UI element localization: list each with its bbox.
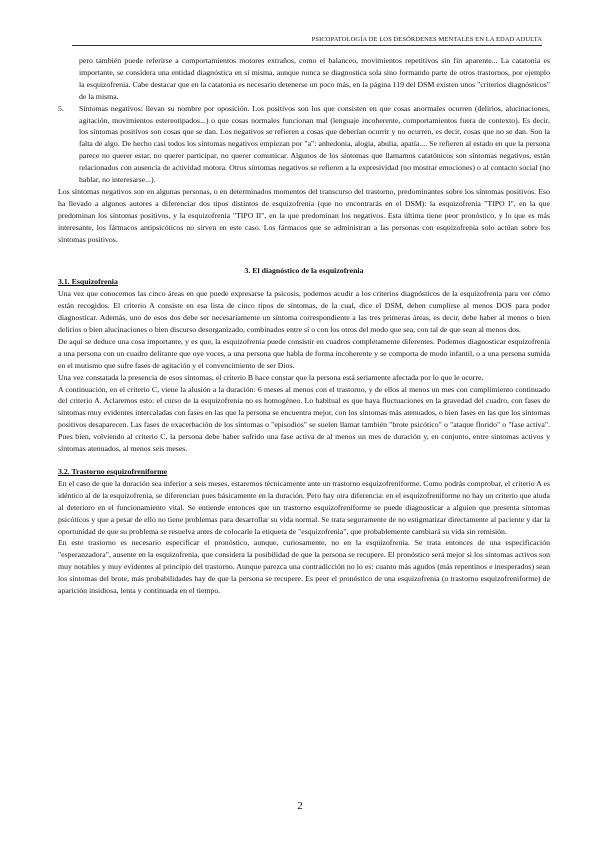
paragraph-criterion-a: Una vez que conocemos las cinco áreas en que puede expresarse la psicosis, podemos acudir a los criterios diagnósticos de la esquizofrenia para ver cómo están recogidos. El criterio A consiste en esa lista de cinco tipos de síntomas, de la cual, dice el DSM, deben cumplirse al menos DOS para poder diagnosticar. Además, uno de esos dos debe ser necesariamente un síntoma correspondiente a las tres primeras áreas, es decir, debe haber al menos o bien delirios o bien alucinaciones o bien discurso desorganizado, combinados entre sí o con los otros del modo que sea, con tal de que sean al menos dos.: [58, 289, 550, 335]
list-item-text: Síntomas negativos: llevan su nombre por oposición. Los positivos son los que consisten en que cosas anormales ocurren (delirios, alucinaciones, agitación, movimientos estereotipados...) o que cosas normales funcionan mal (lenguaje incoherente, comportamientos fuera de contexto). Es decir, los síntomas positivos son cosas que se dan. Los negativos se refieren a cosas que deberían ocurrir y no ocurren, es decir, cosas que no se dan. Son la falta de algo. De hecho casi todos los síntomas negativos empiezan por "a": anhedonia, alogia, abulia, apatía.... Se refieren al estado en que la persona parece no querer estar, no querer participar, no querer comunicar. Algunos de los síntomas que llamamos catatónicos son síntomas negativos, están relacionados con ausencia de actividad motora. Otros síntomas negativos se refieren a la expresividad (no mostrar emociones) o al contacto social (no hablar, no interesarse...).: [79, 103, 550, 185]
paragraph-negative-symptoms: Los síntomas negativos son en algunas personas, o en determinados momentos del transcurso del trastorno, predominantes sobre los síntomas positivos. Eso ha llevado a algunos autores a diferenciar dos tipos distintos de esquizofrenia (que no encontrarás en el DSM): la esquizofrenia "TIPO I", en la que predominan los síntomas positivos, y la esquizofrenia "TIPO II", en la que predominan los negativos. Esta última tiene peor pronóstico, y lo que es más interesante, los fármacos antipsicóticos no sirven en este caso. Los fármacos que se administran a las personas con esquizofrenia solo actúan sobre los síntomas positivos.: [58, 186, 550, 244]
page-number: 2: [297, 800, 303, 812]
paragraph-different-pictures: De aquí se deduce una cosa importante, y es que, la esquizofrenia puede consistir en cuadros completamente diferentes. Podemos diagnosticar esquizofrenia a una persona con un cuadro delirante que oye voces, a una persona que habla de forma incoherente y se comporta de modo infantil, o a una persona sumida en el mutismo que sufre fases de agitación y el convencimiento de ser Dios.: [58, 336, 550, 370]
list-item-negative-symptoms: [58, 103, 550, 186]
paragraph-duration: En el caso de que la duración sea inferior a seis meses, estaremos técnicamente ante un trastorno esquizofreniforme. Como podrás comprobar, el criterio A es idéntico al de la esquizofrenia, se diferencian pues básicamente en la duración. Pero hay otra diferencia: en el esquizofreniforme no hay un criterio que aluda al deterioro en el funcionamiento vital. Se entiende entonces que un trastorno esquizofreniforme se puede diagnosticar a alguien que presenta síntomas psicóticos y que a pesar de ello no tiene problemas para desarrollar su vida normal. Se trata seguramente de no estigmatizar directamente al paciente y dar la oportunidad de que su problema se resuelva antes de colocarle la etiqueta de "esquizofrenia", que probablemente cambiará su vida sin remisión.: [58, 478, 550, 536]
subsection-title-schizophreniform: 3.2. Trastorno esquizofreniforme: [58, 467, 168, 476]
list-item-number: 5.: [58, 103, 64, 113]
paragraph-criterion-b: Una vez constatada la presencia de esos síntomas, el criterio B hace constar que la persona está seriamente afectada por lo que le ocurre.: [58, 372, 484, 382]
paragraph-catatonia: pero también puede referirse a comportamientos motores extraños, como el balanceo, movimientos repetitivos sin fin aparente... La catatonia es importante, se considera una entidad diagnóstica en sí misma, aunque nunca se diagnostica sola sino formando parte de otros trastornos, por ejemplo la esquizofrenia. Cabe destacar que en la catatonia es necesario detenerse un poco más, en la página 119 del DSM existen unos "criterios diagnósticos" de la misma.: [79, 56, 550, 101]
paragraph-prognosis: En este trastorno es necesario especificar el pronóstico, aunque, curiosamente, no en la esquizofrenia. Se trata entonces de una especificación "esperanzadora", ausente en la esquizofrenia, que considera la posibilidad de que la persona se recupere. El pronóstico será mejor si los síntomas activos son muy notables y muy evidentes al principio del trastorno. Aunque parezca una contradicción no lo es: cuanto más agudos (más repentinos e inesperados) sean los síntomas del brote, más probabilidades hay de que la persona se recupere. Es peor el pronóstico de una esquizofrenia (o trastorno esquizofreniforme) de aparición insidiosa, lenta y continuada en el tiempo.: [58, 538, 550, 596]
subsection-title-schizophrenia: 3.1. Esquizofrenia: [58, 277, 118, 287]
section-title: 3. El diagnóstico de la esquizofrenia: [244, 265, 364, 275]
running-header: PSICOPATOLOGÍA DE LOS DESÓRDENES MENTALES EN LA EDAD ADULTA: [72, 36, 542, 46]
paragraph-criterion-c: A continuación, en el criterio C, viene la alusión a la duración: 6 meses al menos con el trastorno, y de ellos al menos un mes con cumplimiento continuado del criterio A. Aclaremos esto: el curso de la esquizofrenia no es homogéneo. Lo habitual es que haya fluctuaciones en la gravedad del cuadro, con fases de síntomas muy evidentes intercaladas con fases en las que la persona se encuentra mejor, con los síntomas más atenuados, o bien fases en las que los síntomas positivos desaparecen. Las fases de exacerbación de los síntomas o "episodios" se suelen llamar también "brote psicótico" o "ataque florido" o "fase activa". Pues bien, volviendo al criterio C, la persona debe haber sufrido una fase activa de al menos un mes de duración y, en conjunto, entre síntomas activos y síntomas atenuados, al menos seis meses.: [58, 384, 550, 454]
page-body: [58, 55, 550, 597]
